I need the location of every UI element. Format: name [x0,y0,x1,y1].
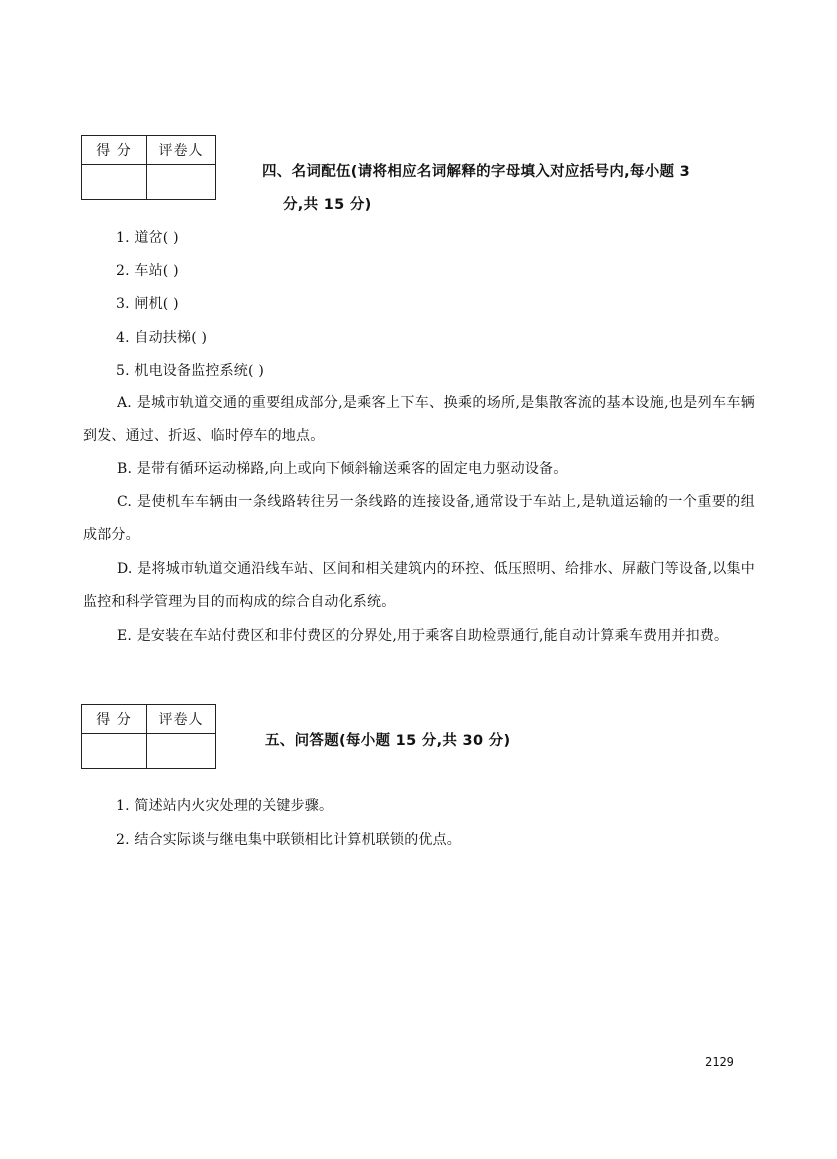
term-item-1: 1. 道岔( ) [116,230,179,246]
score-label: 得 分 [82,136,147,165]
definition-a: A. 是城市轨道交通的重要组成部分,是乘客上下车、换乘的场所,是集散客流的基本设施,也是列车车辆到发、通过、折返、临时停车的地点。 [83,395,755,444]
grader-cell [147,734,216,769]
score-cell [82,165,147,200]
score-cell [82,734,147,769]
grader-cell [147,165,216,200]
score-box-section-5 [81,704,216,769]
term-item-5: 5. 机电设备监控系统( ) [116,363,264,379]
term-item-2: 2. 车站( ) [116,263,179,279]
question-2: 2. 结合实际谈与继电集中联锁相比计算机联锁的优点。 [116,832,462,848]
score-box-section-4 [81,135,216,200]
grader-label: 评卷人 [147,136,216,165]
question-1: 1. 简述站内火灾处理的关键步骤。 [116,798,334,814]
section-5-title: 五、问答题(每小题 15 分,共 30 分) [265,733,511,749]
definition-c: C. 是使机车车辆由一条线路转往另一条线路的连接设备,通常设于车站上,是轨道运输的一个重要的组成部分。 [83,494,755,543]
definition-e: E. 是安装在车站付费区和非付费区的分界处,用于乘客自助检票通行,能自动计算乘车费用并扣费。 [117,628,729,644]
term-item-4: 4. 自动扶梯( ) [116,330,208,346]
score-label: 得 分 [82,705,147,734]
definition-b: B. 是带有循环运动梯路,向上或向下倾斜输送乘客的固定电力驱动设备。 [117,461,568,477]
definition-d: D. 是将城市轨道交通沿线车站、区间和相关建筑内的环控、低压照明、给排水、屏蔽门等设备,以集中监控和科学管理为目的而构成的综合自动化系统。 [83,561,755,610]
section-4-title-line-1: 四、名词配伍(请将相应名词解释的字母填入对应括号内,每小题 3 [262,164,691,180]
section-4-title-line-2: 分,共 15 分) [283,197,372,213]
term-item-3: 3. 闸机( ) [116,296,179,312]
grader-label: 评卷人 [147,705,216,734]
page-number: 2129 [705,1055,734,1069]
